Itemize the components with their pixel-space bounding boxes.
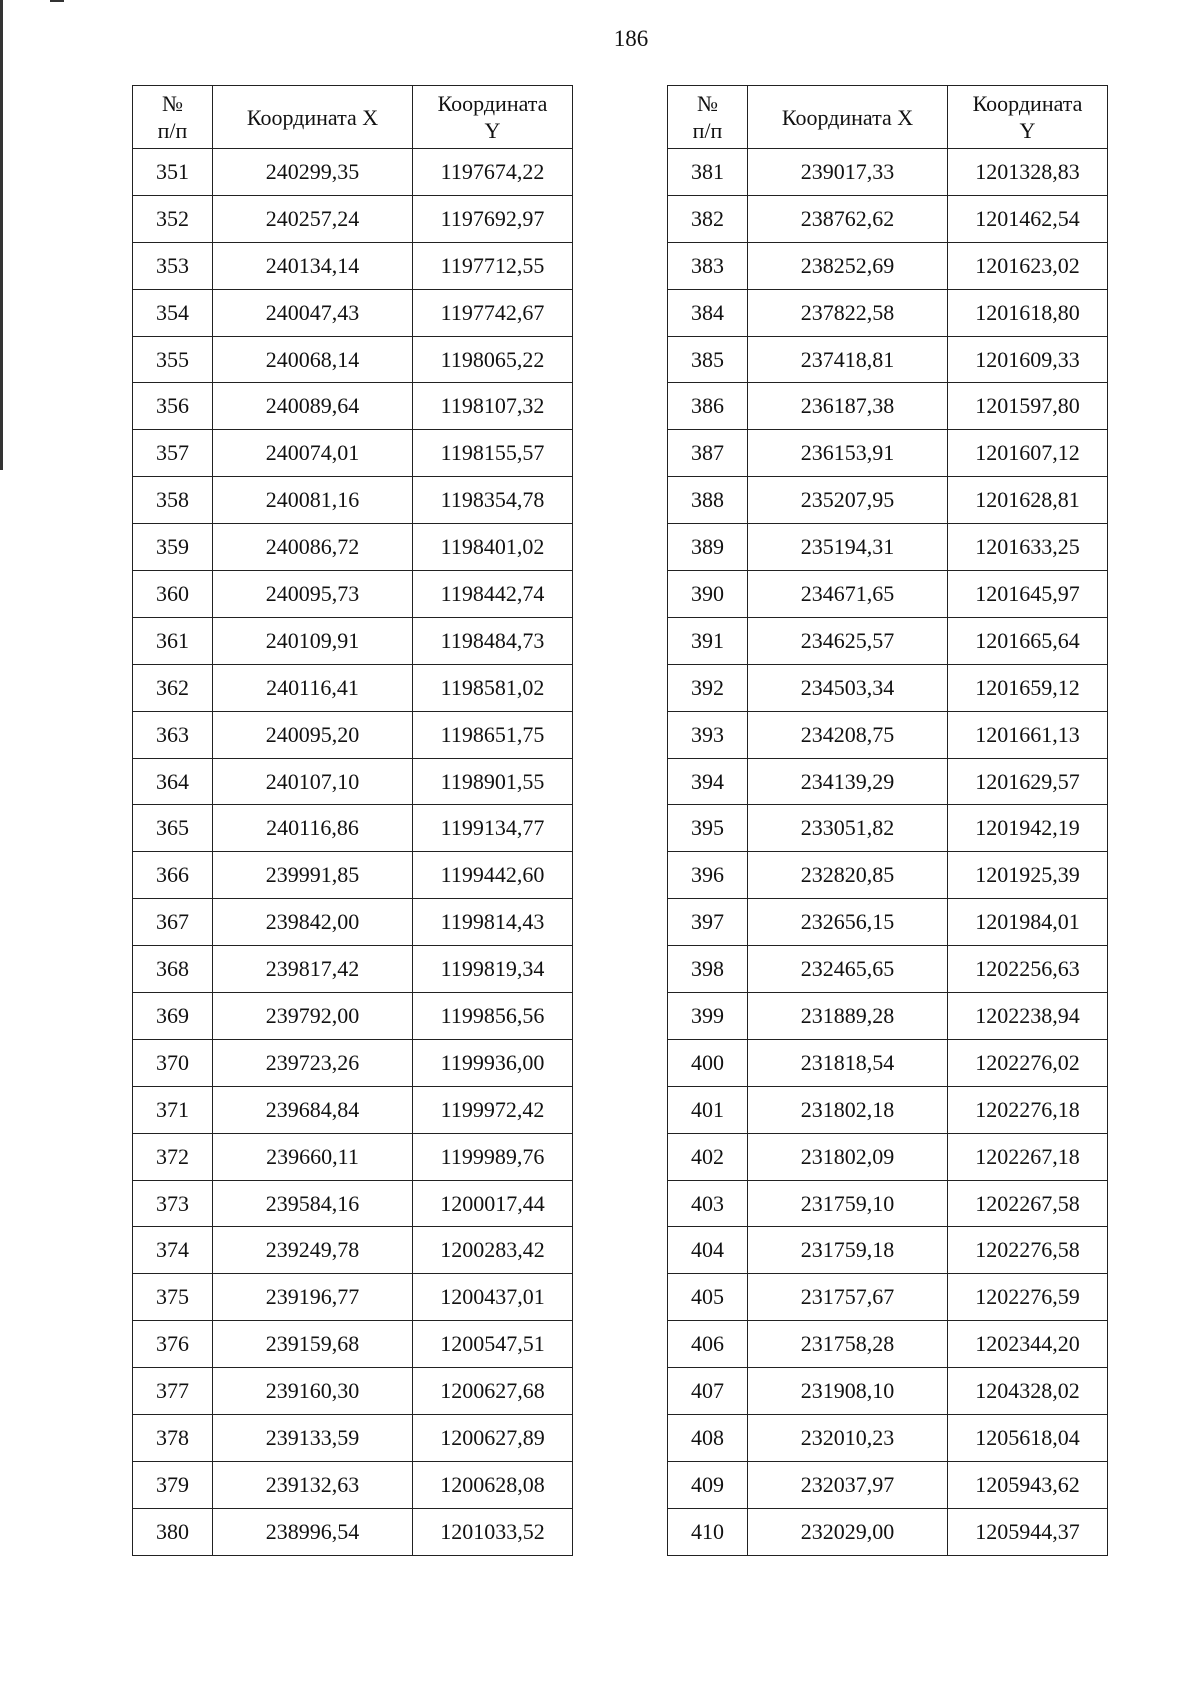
table-row (668, 430, 1108, 477)
table-row (668, 1415, 1108, 1462)
cell-x: 240116,41 (213, 664, 413, 711)
cell-number: 356 (133, 383, 213, 430)
table-row (133, 805, 573, 852)
cell-y: 1201633,25 (948, 524, 1108, 571)
cell-y: 1201607,12 (948, 430, 1108, 477)
header-number-symbol: № (162, 91, 183, 116)
table-row (133, 899, 573, 946)
table-row (668, 946, 1108, 993)
cell-y: 1205618,04 (948, 1415, 1108, 1462)
cell-x: 235207,95 (748, 477, 948, 524)
header-x: Координата X (748, 86, 948, 149)
cell-y: 1202276,58 (948, 1227, 1108, 1274)
cell-y: 1200628,08 (413, 1461, 573, 1508)
table-row (668, 852, 1108, 899)
cell-x: 232465,65 (748, 946, 948, 993)
cell-y: 1201645,97 (948, 571, 1108, 618)
cell-y: 1198442,74 (413, 571, 573, 618)
cell-number: 396 (668, 852, 748, 899)
table-row (668, 1227, 1108, 1274)
cell-y: 1200627,89 (413, 1415, 573, 1462)
cell-x: 234625,57 (748, 617, 948, 664)
cell-y: 1202256,63 (948, 946, 1108, 993)
table-row (668, 664, 1108, 711)
cell-number: 404 (668, 1227, 748, 1274)
header-number-symbol: № (697, 91, 718, 116)
cell-number: 379 (133, 1461, 213, 1508)
cell-y: 1200547,51 (413, 1321, 573, 1368)
cell-y: 1200283,42 (413, 1227, 573, 1274)
cell-x: 235194,31 (748, 524, 948, 571)
cell-y: 1199814,43 (413, 899, 573, 946)
table-row (133, 477, 573, 524)
cell-y: 1201462,54 (948, 195, 1108, 242)
cell-x: 239160,30 (213, 1368, 413, 1415)
left-edge-mark (0, 0, 3, 470)
cell-x: 231758,28 (748, 1321, 948, 1368)
cell-number: 384 (668, 289, 748, 336)
cell-y: 1197742,67 (413, 289, 573, 336)
table-row (133, 993, 573, 1040)
cell-y: 1198651,75 (413, 711, 573, 758)
cell-number: 394 (668, 758, 748, 805)
cell-number: 408 (668, 1415, 748, 1462)
cell-number: 386 (668, 383, 748, 430)
coordinates-table-right (667, 85, 1108, 1556)
top-edge-mark (50, 0, 64, 2)
cell-x: 232010,23 (748, 1415, 948, 1462)
table-row (668, 524, 1108, 571)
header-x: Координата X (213, 86, 413, 149)
table-row (668, 805, 1108, 852)
cell-number: 367 (133, 899, 213, 946)
cell-y: 1201628,81 (948, 477, 1108, 524)
header-y-letter: Y (484, 118, 501, 143)
cell-number: 406 (668, 1321, 748, 1368)
table-row (133, 430, 573, 477)
cell-number: 376 (133, 1321, 213, 1368)
table-row (133, 1086, 573, 1133)
header-y (413, 86, 573, 149)
cell-number: 399 (668, 993, 748, 1040)
table-row (133, 664, 573, 711)
cell-x: 231908,10 (748, 1368, 948, 1415)
cell-y: 1202267,18 (948, 1133, 1108, 1180)
cell-y: 1197692,97 (413, 195, 573, 242)
cell-y: 1201623,02 (948, 242, 1108, 289)
cell-y: 1201328,83 (948, 149, 1108, 196)
cell-number: 402 (668, 1133, 748, 1180)
cell-number: 405 (668, 1274, 748, 1321)
cell-number: 365 (133, 805, 213, 852)
cell-number: 355 (133, 336, 213, 383)
cell-number: 370 (133, 1039, 213, 1086)
table-row (133, 149, 573, 196)
table-row (133, 195, 573, 242)
cell-x: 233051,82 (748, 805, 948, 852)
table-row (133, 711, 573, 758)
cell-x: 236187,38 (748, 383, 948, 430)
cell-y: 1201597,80 (948, 383, 1108, 430)
table-row (668, 1086, 1108, 1133)
cell-x: 239017,33 (748, 149, 948, 196)
table-row (668, 711, 1108, 758)
cell-y: 1201659,12 (948, 664, 1108, 711)
cell-y: 1199819,34 (413, 946, 573, 993)
table-row (133, 852, 573, 899)
cell-number: 401 (668, 1086, 748, 1133)
header-number (133, 86, 213, 149)
cell-x: 231802,09 (748, 1133, 948, 1180)
cell-y: 1199972,42 (413, 1086, 573, 1133)
cell-y: 1201942,19 (948, 805, 1108, 852)
cell-number: 357 (133, 430, 213, 477)
cell-number: 372 (133, 1133, 213, 1180)
cell-number: 360 (133, 571, 213, 618)
cell-x: 240081,16 (213, 477, 413, 524)
cell-x: 232656,15 (748, 899, 948, 946)
cell-y: 1198581,02 (413, 664, 573, 711)
cell-number: 377 (133, 1368, 213, 1415)
cell-number: 383 (668, 242, 748, 289)
cell-number: 387 (668, 430, 748, 477)
table-row (668, 383, 1108, 430)
cell-x: 239584,16 (213, 1180, 413, 1227)
table-row (668, 1039, 1108, 1086)
cell-number: 353 (133, 242, 213, 289)
cell-number: 374 (133, 1227, 213, 1274)
cell-number: 362 (133, 664, 213, 711)
cell-number: 352 (133, 195, 213, 242)
cell-x: 240074,01 (213, 430, 413, 477)
cell-x: 239684,84 (213, 1086, 413, 1133)
cell-number: 409 (668, 1461, 748, 1508)
cell-y: 1199856,56 (413, 993, 573, 1040)
cell-y: 1200627,68 (413, 1368, 573, 1415)
table-row (133, 1415, 573, 1462)
cell-y: 1197712,55 (413, 242, 573, 289)
table-row (133, 524, 573, 571)
cell-number: 382 (668, 195, 748, 242)
table-header-row (133, 86, 573, 149)
cell-x: 239132,63 (213, 1461, 413, 1508)
cell-x: 240089,64 (213, 383, 413, 430)
cell-number: 392 (668, 664, 748, 711)
cell-y: 1201665,64 (948, 617, 1108, 664)
cell-x: 234139,29 (748, 758, 948, 805)
cell-y: 1198401,02 (413, 524, 573, 571)
cell-y: 1205943,62 (948, 1461, 1108, 1508)
cell-x: 239249,78 (213, 1227, 413, 1274)
cell-x: 234208,75 (748, 711, 948, 758)
cell-number: 390 (668, 571, 748, 618)
cell-number: 378 (133, 1415, 213, 1462)
cell-x: 239196,77 (213, 1274, 413, 1321)
cell-x: 240068,14 (213, 336, 413, 383)
cell-y: 1198107,32 (413, 383, 573, 430)
cell-y: 1202276,59 (948, 1274, 1108, 1321)
table-row (133, 1274, 573, 1321)
cell-x: 231757,67 (748, 1274, 948, 1321)
table-row (133, 1039, 573, 1086)
cell-x: 240299,35 (213, 149, 413, 196)
cell-y: 1201629,57 (948, 758, 1108, 805)
cell-x: 240086,72 (213, 524, 413, 571)
cell-number: 410 (668, 1508, 748, 1555)
cell-y: 1204328,02 (948, 1368, 1108, 1415)
cell-x: 239792,00 (213, 993, 413, 1040)
cell-number: 393 (668, 711, 748, 758)
cell-x: 236153,91 (748, 430, 948, 477)
cell-number: 395 (668, 805, 748, 852)
table-row (133, 571, 573, 618)
table-row (668, 477, 1108, 524)
cell-y: 1202267,58 (948, 1180, 1108, 1227)
cell-x: 232820,85 (748, 852, 948, 899)
header-number-abbr: п/п (157, 118, 188, 143)
table-header-row (668, 86, 1108, 149)
cell-x: 239159,68 (213, 1321, 413, 1368)
cell-y: 1198155,57 (413, 430, 573, 477)
cell-y: 1201925,39 (948, 852, 1108, 899)
cell-y: 1201033,52 (413, 1508, 573, 1555)
cell-x: 234503,34 (748, 664, 948, 711)
cell-number: 391 (668, 617, 748, 664)
table-row (133, 758, 573, 805)
cell-x: 231818,54 (748, 1039, 948, 1086)
table-row (668, 993, 1108, 1040)
cell-x: 231802,18 (748, 1086, 948, 1133)
cell-y: 1200437,01 (413, 1274, 573, 1321)
table-row (668, 149, 1108, 196)
cell-x: 231759,18 (748, 1227, 948, 1274)
table-row (668, 1274, 1108, 1321)
cell-number: 400 (668, 1039, 748, 1086)
cell-x: 232029,00 (748, 1508, 948, 1555)
table-row (668, 1133, 1108, 1180)
cell-number: 375 (133, 1274, 213, 1321)
cell-x: 238252,69 (748, 242, 948, 289)
cell-number: 381 (668, 149, 748, 196)
table-row (668, 289, 1108, 336)
header-y-letter: Y (1019, 118, 1036, 143)
cell-x: 239723,26 (213, 1039, 413, 1086)
cell-y: 1202276,02 (948, 1039, 1108, 1086)
cell-y: 1202344,20 (948, 1321, 1108, 1368)
cell-x: 234671,65 (748, 571, 948, 618)
cell-number: 351 (133, 149, 213, 196)
cell-y: 1202276,18 (948, 1086, 1108, 1133)
cell-x: 232037,97 (748, 1461, 948, 1508)
cell-x: 240047,43 (213, 289, 413, 336)
cell-number: 380 (133, 1508, 213, 1555)
table-row (133, 1508, 573, 1555)
cell-x: 231759,10 (748, 1180, 948, 1227)
cell-x: 237418,81 (748, 336, 948, 383)
header-number (668, 86, 748, 149)
table-row (133, 1368, 573, 1415)
table-row (133, 1321, 573, 1368)
table-row (668, 195, 1108, 242)
header-y (948, 86, 1108, 149)
table-row (133, 946, 573, 993)
cell-y: 1198484,73 (413, 617, 573, 664)
cell-x: 231889,28 (748, 993, 948, 1040)
cell-x: 239842,00 (213, 899, 413, 946)
cell-number: 361 (133, 617, 213, 664)
cell-number: 403 (668, 1180, 748, 1227)
table-row (668, 571, 1108, 618)
cell-y: 1201618,80 (948, 289, 1108, 336)
table-row (668, 1180, 1108, 1227)
cell-y: 1198354,78 (413, 477, 573, 524)
cell-number: 373 (133, 1180, 213, 1227)
cell-y: 1198065,22 (413, 336, 573, 383)
page-number: 186 (613, 26, 649, 51)
table-row (668, 617, 1108, 664)
cell-y: 1202238,94 (948, 993, 1108, 1040)
table-row (668, 758, 1108, 805)
cell-number: 368 (133, 946, 213, 993)
cell-y: 1205944,37 (948, 1508, 1108, 1555)
cell-x: 240116,86 (213, 805, 413, 852)
cell-number: 398 (668, 946, 748, 993)
cell-y: 1197674,22 (413, 149, 573, 196)
table-row (133, 242, 573, 289)
cell-x: 238996,54 (213, 1508, 413, 1555)
cell-number: 363 (133, 711, 213, 758)
cell-x: 240107,10 (213, 758, 413, 805)
cell-number: 388 (668, 477, 748, 524)
table-row (668, 1508, 1108, 1555)
table-row (668, 1461, 1108, 1508)
cell-number: 385 (668, 336, 748, 383)
cell-x: 239660,11 (213, 1133, 413, 1180)
table-row (133, 336, 573, 383)
cell-x: 240095,20 (213, 711, 413, 758)
cell-number: 366 (133, 852, 213, 899)
cell-y: 1199134,77 (413, 805, 573, 852)
cell-y: 1201609,33 (948, 336, 1108, 383)
cell-number: 354 (133, 289, 213, 336)
cell-y: 1199442,60 (413, 852, 573, 899)
table-row (133, 1461, 573, 1508)
table-row (133, 1180, 573, 1227)
cell-number: 359 (133, 524, 213, 571)
cell-x: 239817,42 (213, 946, 413, 993)
table-row (668, 242, 1108, 289)
cell-y: 1198901,55 (413, 758, 573, 805)
cell-number: 369 (133, 993, 213, 1040)
cell-x: 240257,24 (213, 195, 413, 242)
cell-x: 239991,85 (213, 852, 413, 899)
cell-number: 358 (133, 477, 213, 524)
table-row (133, 289, 573, 336)
header-number-abbr: п/п (692, 118, 723, 143)
table-row (133, 1227, 573, 1274)
coordinates-table-left (132, 85, 573, 1556)
cell-x: 239133,59 (213, 1415, 413, 1462)
table-row (133, 617, 573, 664)
table-row (668, 336, 1108, 383)
cell-x: 240095,73 (213, 571, 413, 618)
cell-number: 364 (133, 758, 213, 805)
header-y-word: Координата (437, 91, 548, 116)
cell-x: 237822,58 (748, 289, 948, 336)
cell-y: 1201661,13 (948, 711, 1108, 758)
cell-y: 1201984,01 (948, 899, 1108, 946)
cell-x: 240109,91 (213, 617, 413, 664)
cell-number: 389 (668, 524, 748, 571)
table-row (668, 1368, 1108, 1415)
cell-y: 1200017,44 (413, 1180, 573, 1227)
cell-y: 1199989,76 (413, 1133, 573, 1180)
cell-y: 1199936,00 (413, 1039, 573, 1086)
cell-number: 407 (668, 1368, 748, 1415)
cell-number: 371 (133, 1086, 213, 1133)
table-row (133, 383, 573, 430)
table-row (668, 1321, 1108, 1368)
table-row (668, 899, 1108, 946)
table-row (133, 1133, 573, 1180)
cell-x: 238762,62 (748, 195, 948, 242)
cell-x: 240134,14 (213, 242, 413, 289)
cell-number: 397 (668, 899, 748, 946)
header-y-word: Координата (972, 91, 1083, 116)
